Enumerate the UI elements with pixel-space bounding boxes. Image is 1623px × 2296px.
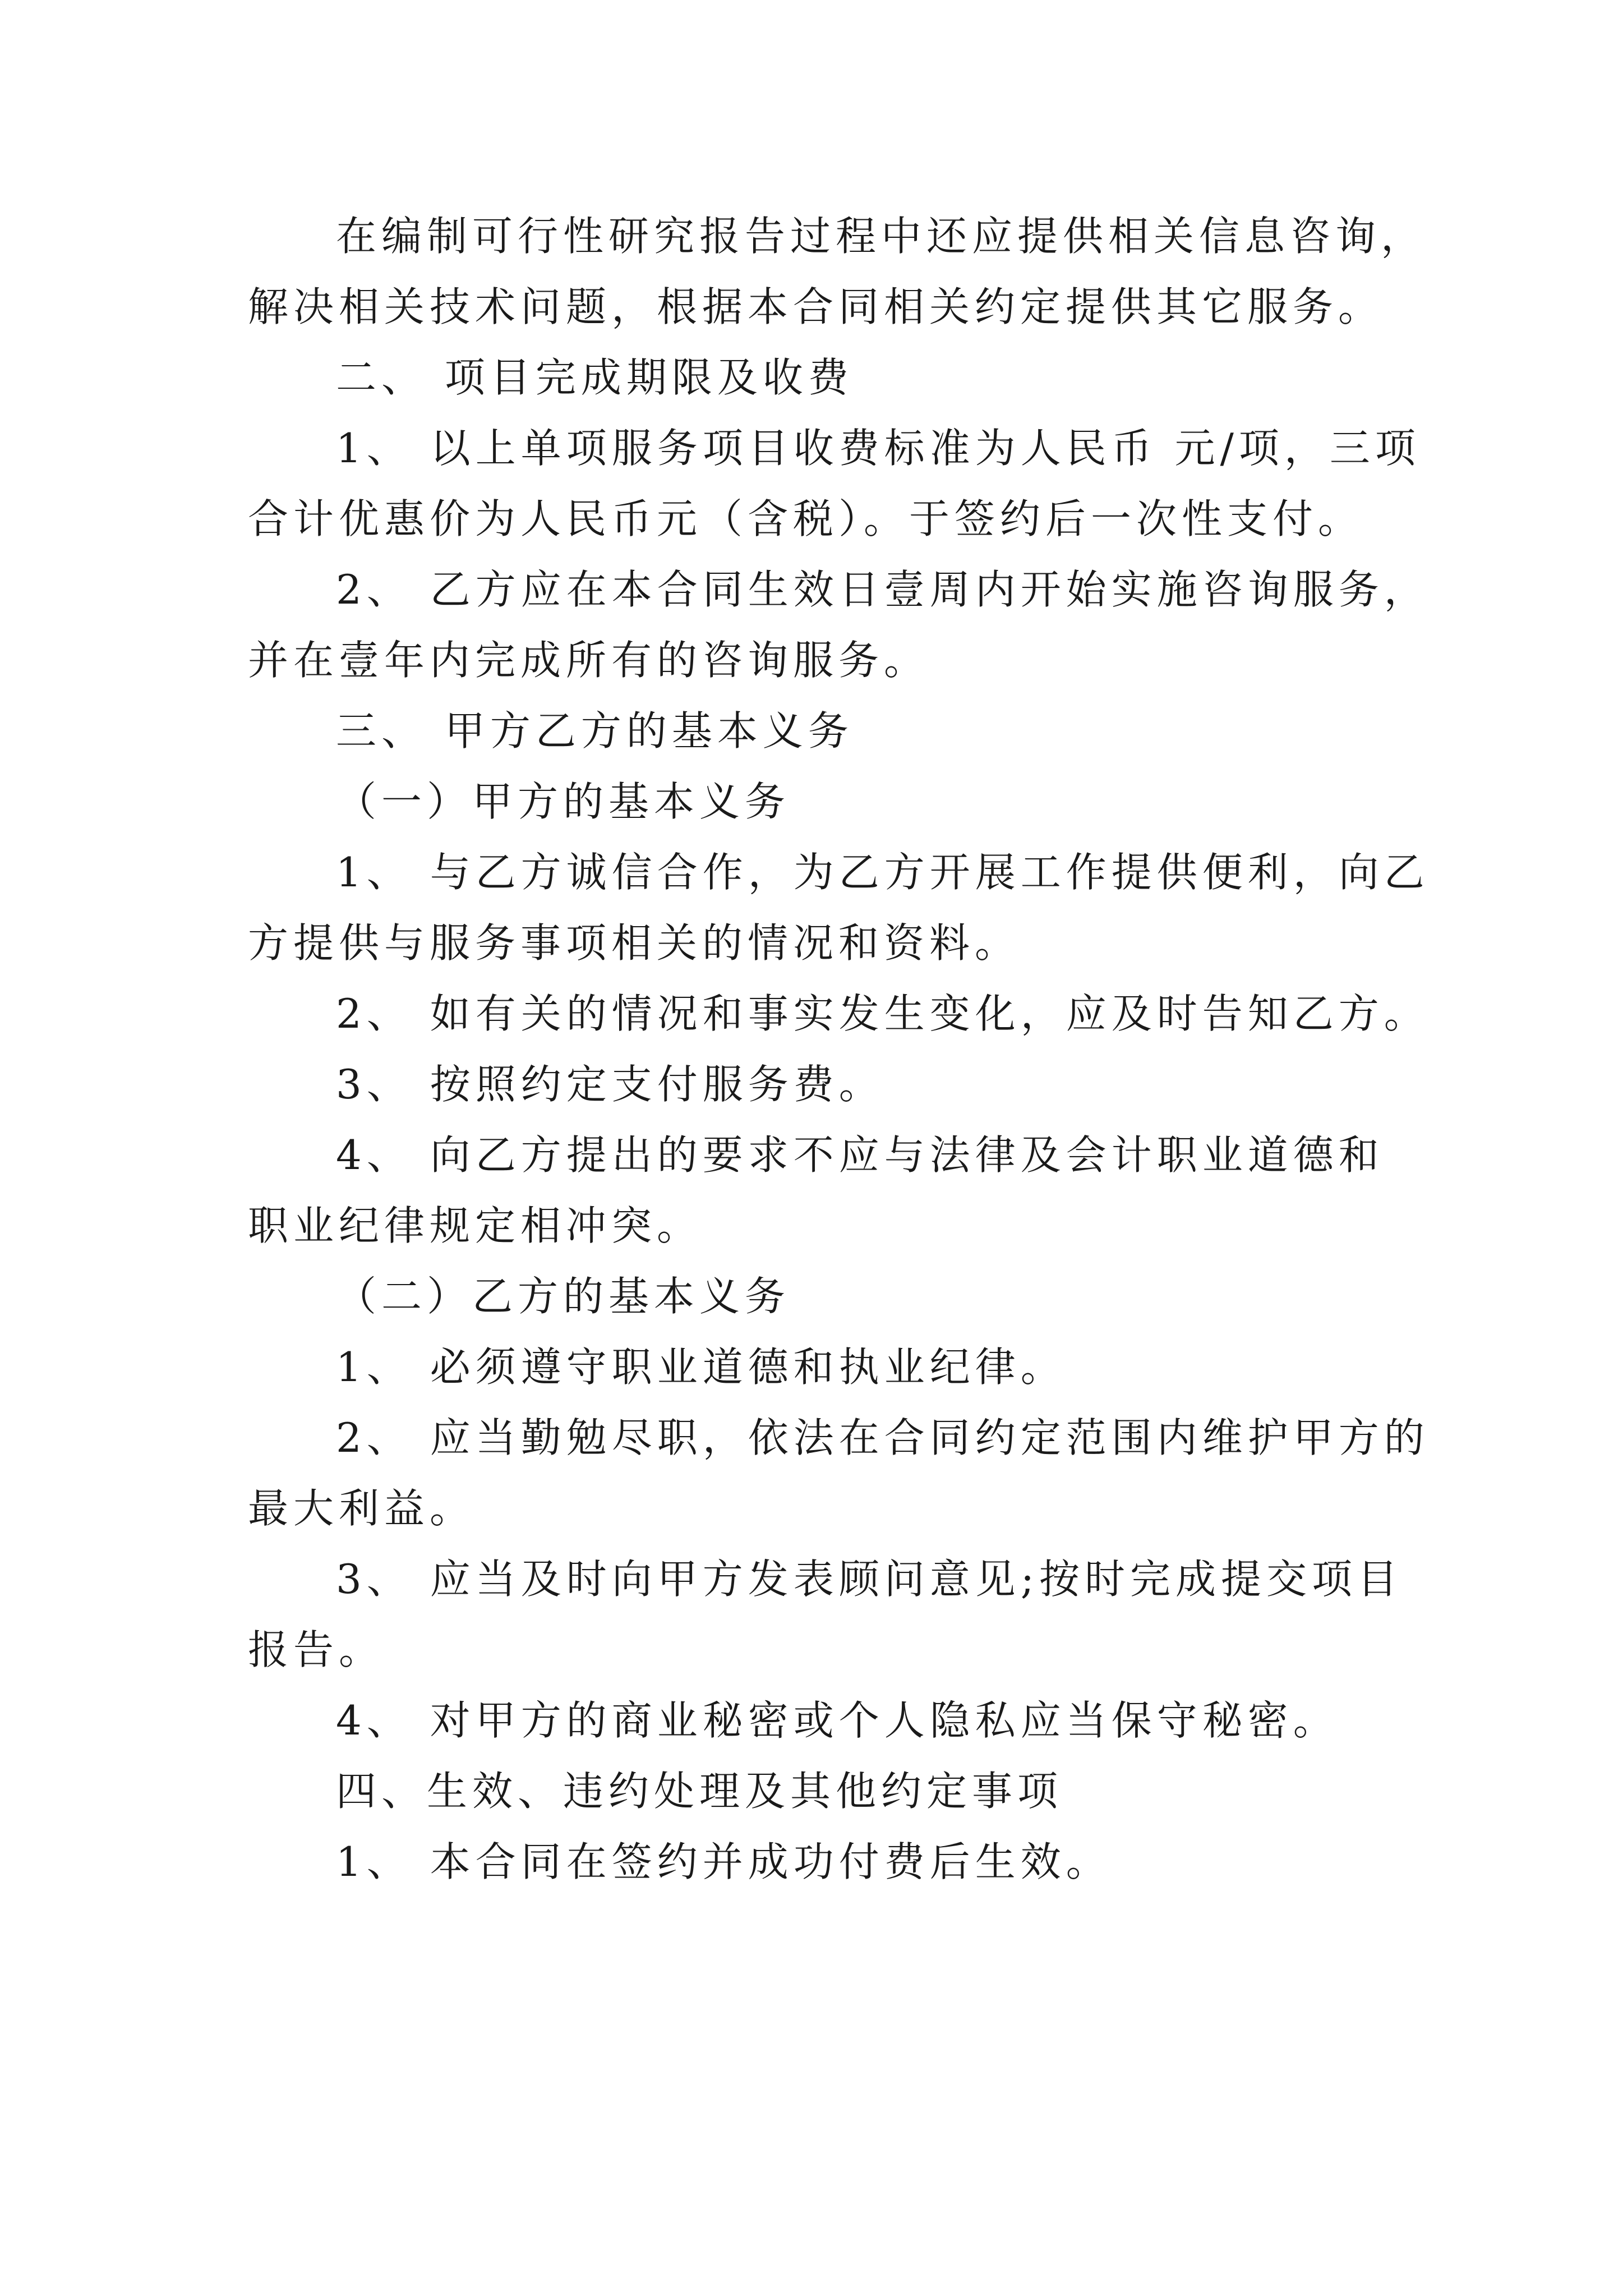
paragraph-line: 2、 如有关的情况和事实发生变化，应及时告知乙方。: [336, 990, 1430, 1037]
paragraph-line: 4、 向乙方提出的要求不应与法律及会计职业道德和: [336, 1131, 1384, 1179]
paragraph-line: 最大利益。: [248, 1485, 476, 1532]
paragraph-line: 4、 对甲方的商业秘密或个人隐私应当保守秘密。: [336, 1697, 1339, 1744]
paragraph-line: 在编制可行性研究报告过程中还应提供相关信息咨询，: [336, 213, 1427, 260]
section-heading: 四、生效、违约处理及其他约定事项: [336, 1768, 1063, 1815]
paragraph-line: 职业纪律规定相冲突。: [248, 1202, 703, 1249]
paragraph-line: 3、 按照约定支付服务费。: [336, 1061, 884, 1108]
paragraph-line: 1、 本合同在签约并成功付费后生效。: [336, 1838, 1112, 1885]
paragraph-line: 合计优惠价为人民币元（含税）。于签约后一次性支付。: [248, 495, 1364, 542]
paragraph-line: 2、 应当勤勉尽职，依法在合同约定范围内维护甲方的: [336, 1414, 1430, 1461]
paragraph-line: 3、 应当及时向甲方发表顾问意见;按时完成提交项目: [336, 1556, 1403, 1603]
subsection-heading: （二）乙方的基本义务: [336, 1273, 791, 1320]
paragraph-line: 1、 与乙方诚信合作，为乙方开展工作提供便利，向乙: [336, 849, 1430, 896]
paragraph-line: 解决相关技术问题，根据本合同相关约定提供其它服务。: [248, 283, 1384, 330]
paragraph-line: 报告。: [248, 1626, 385, 1673]
paragraph-line: 2、 乙方应在本合同生效日壹周内开始实施咨询服务，: [336, 566, 1430, 613]
paragraph-line: 1、 以上单项服务项目收费标准为人民币 元/项，三项: [336, 425, 1421, 472]
document-body: [248, 201, 1430, 1897]
subsection-heading: （一）甲方的基本义务: [336, 778, 791, 825]
paragraph-line: 方提供与服务事项相关的情况和资料。: [248, 919, 1021, 967]
section-heading: 三、 甲方乙方的基本义务: [336, 707, 854, 754]
paragraph-line: 并在壹年内完成所有的咨询服务。: [248, 637, 930, 684]
section-heading: 二、 项目完成期限及收费: [336, 354, 854, 401]
paragraph-line: 1、 必须遵守职业道德和执业纪律。: [336, 1343, 1066, 1391]
